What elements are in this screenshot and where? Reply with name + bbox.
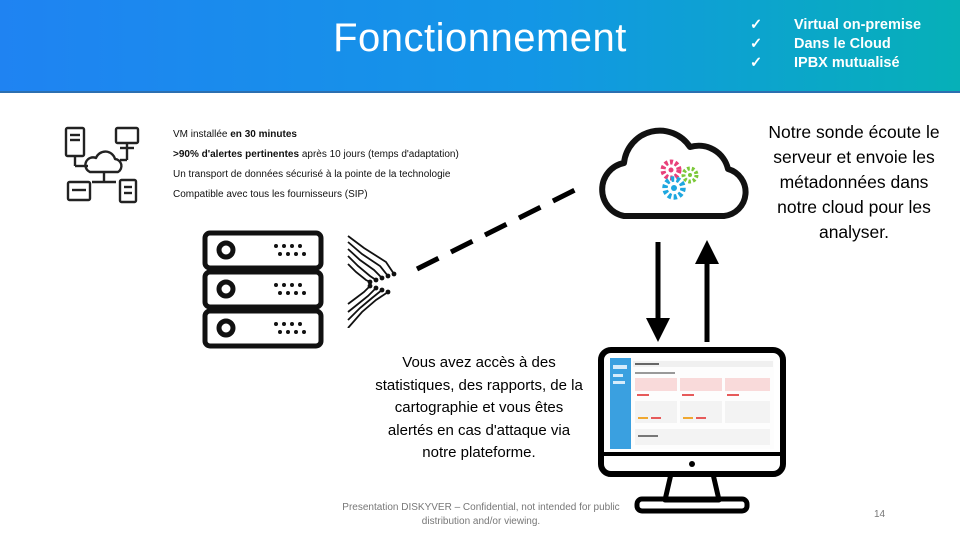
deployment-option-label: Virtual on-premise: [794, 17, 922, 33]
arrow-up-icon: [693, 238, 721, 344]
deployment-option: [750, 54, 921, 73]
cloud-description: Notre sonde écoute le serveur et envoie les métadonnées dans notre cloud pour les analyser.: [768, 122, 940, 242]
feature-highlight: en 30 minutes: [230, 129, 297, 140]
arrow-down-icon: [644, 240, 672, 344]
feature-item: [173, 128, 459, 148]
gear-icon: [684, 169, 697, 182]
dashboard-screen: [610, 358, 774, 449]
connection-dashed-line: [412, 184, 582, 274]
feature-highlight: >90% d'alertes pertinentes: [173, 149, 300, 160]
feature-text: Compatible avec tous les fournisseurs (SIP): [173, 189, 368, 200]
gear-icon: [663, 162, 679, 178]
feature-text: après 10 jours (temps d'adaptation): [299, 149, 459, 160]
cloud-gears-icon: [594, 108, 754, 226]
slide-title: Fonctionnement: [333, 16, 627, 60]
access-description: Vous avez accès à des statistiques, des rapports, de la cartographie et vous êtes alertés en cas d'attaque via notre plateforme.: [375, 354, 583, 461]
title-banner: [0, 0, 960, 93]
feature-item: [173, 148, 459, 168]
deployment-option-label: IPBX mutualisé: [794, 55, 900, 71]
feature-text: VM installée: [173, 129, 231, 140]
checkmark-icon: ✓: [750, 17, 763, 33]
gear-icon: [665, 179, 683, 197]
footer-confidentiality: Presentation DISKYVER – Confidential, not intended for public distribution and/or viewing.: [342, 502, 620, 527]
feature-text: Un transport de données sécurisé à la pointe de la technologie: [173, 169, 451, 180]
network-lines-icon: [344, 232, 408, 328]
network-devices-icon: [62, 124, 142, 204]
server-rack-icon: [200, 229, 326, 353]
deployment-option: [750, 35, 921, 54]
checkmark-icon: ✓: [750, 55, 763, 71]
deployment-option-label: Dans le Cloud: [794, 36, 891, 52]
monitor-dashboard-icon: [597, 345, 787, 517]
checkmark-icon: ✓: [750, 36, 763, 52]
deployment-option: [750, 16, 921, 35]
deployment-options-list: [750, 16, 921, 73]
page-number: 14: [874, 509, 886, 520]
